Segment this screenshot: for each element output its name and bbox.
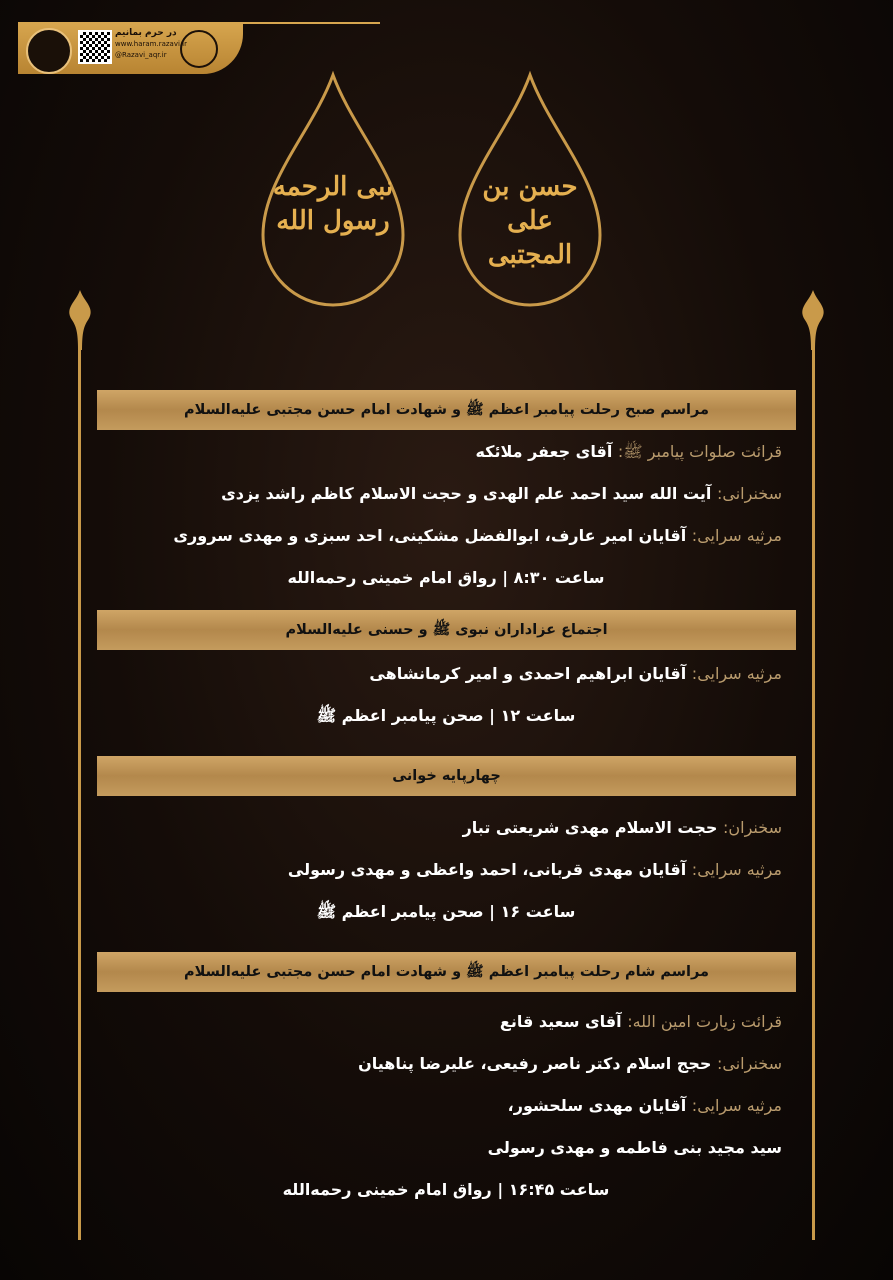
left-pillar — [78, 320, 81, 1240]
section-4-time: ساعت ۱۶:۴۵ | رواق امام خمینی رحمه‌الله — [282, 1180, 610, 1199]
top-divider — [240, 22, 380, 24]
section-4-row-1: قرائت زیارت امین الله: آقای سعید قانع — [499, 1012, 782, 1031]
header-title: در حرم بمانیم — [115, 28, 177, 38]
section-2-title: اجتماع عزاداران نبوی ﷺ و حسنی علیه‌السلام — [97, 610, 796, 650]
section-4-row-2: سخنرانی: حجج اسلام دکتر ناصر رفیعی، علیرضا پناهیان — [358, 1054, 782, 1073]
shrine-logo — [26, 28, 72, 74]
section-1-time: ساعت ۸:۳۰ | رواق امام خمینی رحمه‌الله — [287, 568, 605, 587]
emblem-icon — [180, 30, 218, 68]
section-4-row-4: سید مجید بنی فاطمه و مهدی رسولی — [487, 1138, 782, 1157]
right-pillar — [812, 320, 815, 1240]
section-1-row-2: سخنرانی: آیت الله سید احمد علم الهدی و حجت الاسلام کاظم راشد یزدی — [221, 484, 782, 503]
section-3-row-1: سخنران: حجت الاسلام مهدی شریعتی تبار — [462, 818, 782, 837]
section-3-row-2: مرثیه سرایی: آقایان مهدی قربانی، احمد واعظی و مهدی رسولی — [287, 860, 782, 879]
section-2-row-1: مرثیه سرایی: آقایان ابراهیم احمدی و امیر کرمانشاهی — [369, 664, 782, 683]
header-site: www.haram.razavi.ir — [115, 40, 187, 48]
section-1-row-3: مرثیه سرایی: آقایان امیر عارف، ابوالفضل مشکینی، احد سبزی و مهدی سروری — [173, 526, 782, 545]
section-1-row-1: قرائت صلوات پیامبر ﷺ: آقای جعفر ملائکه — [475, 442, 782, 461]
qr-code — [78, 30, 112, 64]
section-2-time: ساعت ۱۲ | صحن پیامبر اعظم ﷺ — [316, 706, 576, 725]
section-4-title: مراسم شام رحلت پیامبر اعظم ﷺ و شهادت امام حسن مجتبی علیه‌السلام — [97, 952, 796, 992]
section-4-row-3: مرثیه سرایی: آقایان مهدی سلحشور، — [507, 1096, 782, 1115]
right-calligraphy: حسن بن علی المجتبی — [482, 172, 578, 270]
section-1-title: مراسم صبح رحلت پیامبر اعظم ﷺ و شهادت امام حسن مجتبی علیه‌السلام — [97, 390, 796, 430]
section-3-title: چهارپایه خوانی — [97, 756, 796, 796]
header-handle: @Razavi_aqr.ir — [115, 51, 167, 59]
section-3-time: ساعت ۱۶ | صحن پیامبر اعظم ﷺ — [316, 902, 576, 921]
left-calligraphy: نبی الرحمه رسول الله — [272, 172, 394, 236]
